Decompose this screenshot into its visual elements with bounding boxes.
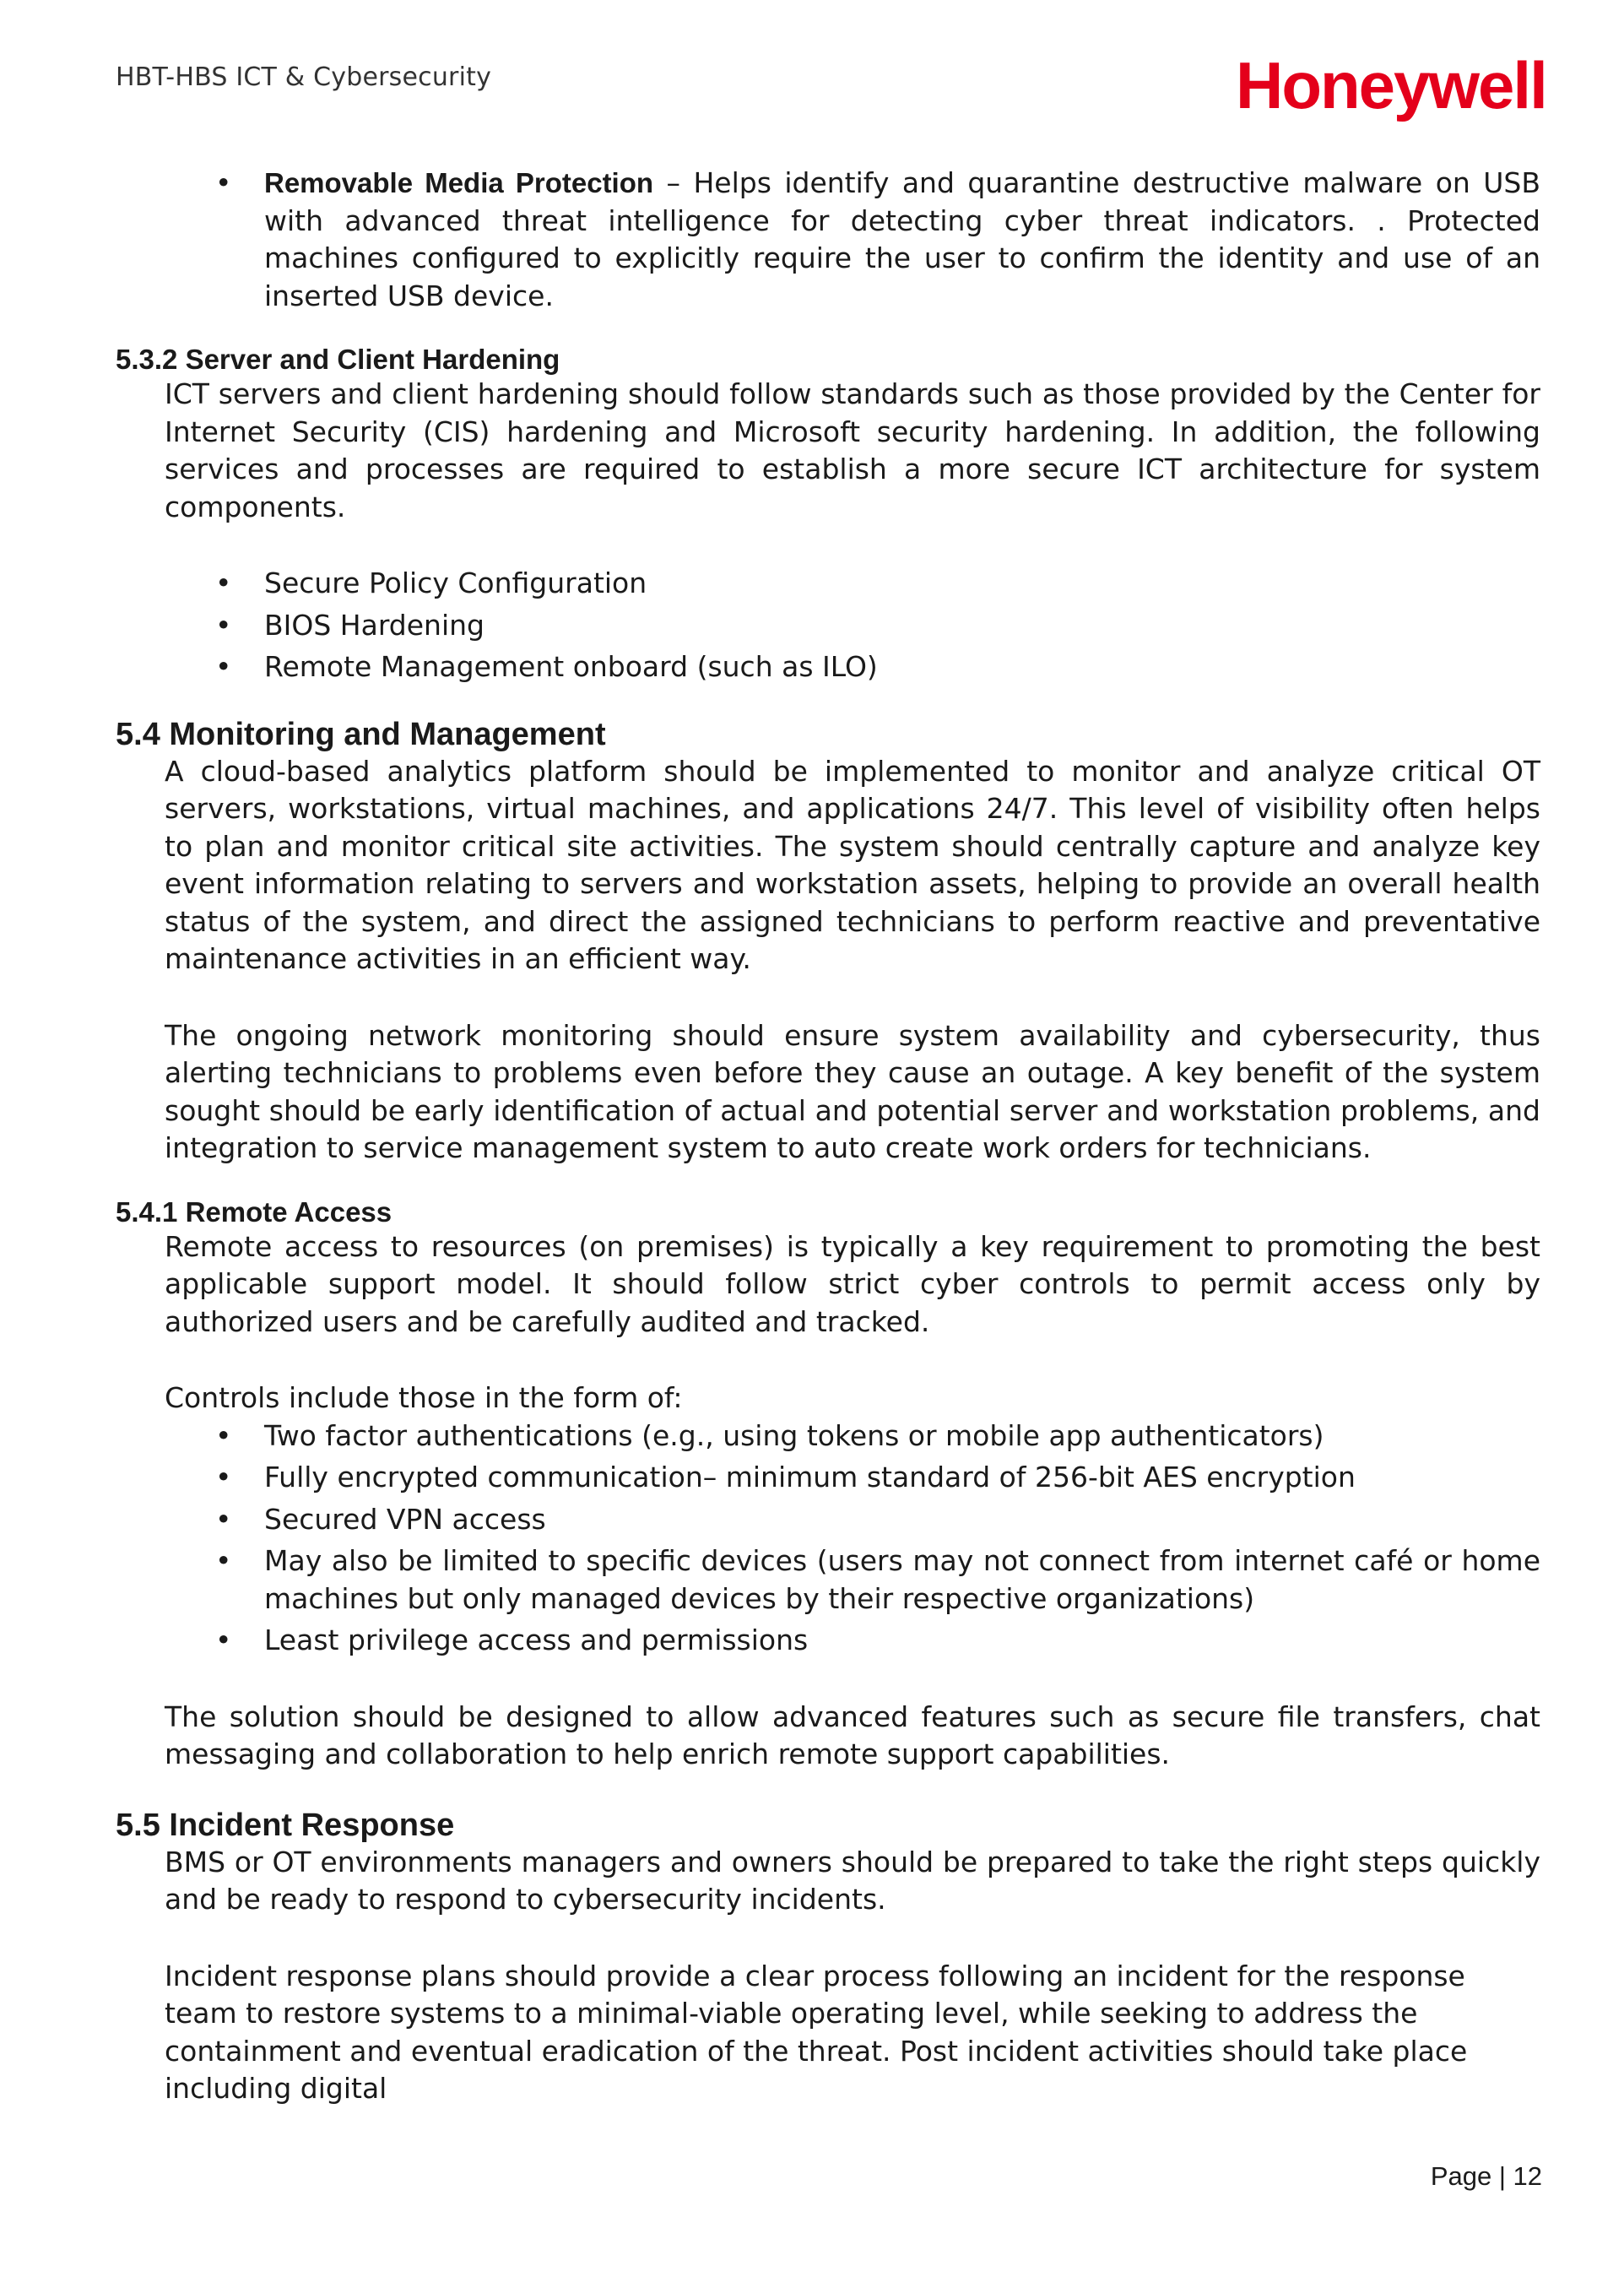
bullet-icon: • [215,1544,232,1577]
list-item [215,565,1540,603]
bullet-text: Secured VPN access [264,1502,546,1536]
bullet-icon: • [215,1418,232,1452]
bullet-icon: • [215,1461,232,1493]
bullet-text: May also be limited to specific devices (users may not connect from internet café or home machines but only managed devices by their respective organizations) [264,1544,1540,1615]
bullet-icon: • [215,566,232,599]
section-heading-5-3-2: 5.3.2 Server and Client Hardening [116,344,560,375]
bullet-icon: • [215,166,232,199]
list-item [215,1418,1540,1455]
header-title: HBT-HBS ICT & Cybersecurity [116,62,492,92]
list-item [215,165,1540,315]
section-5-4-1-paragraph-1: Remote access to resources (on premises) is typically a key requirement to promoting the best applicable support model. It should follow strict cyber controls to permit access only by authorized users and be carefully audited and tracked. [165,1229,1540,1338]
bullet-text: BIOS Hardening [264,608,485,642]
bullet-icon: • [215,1624,232,1656]
section-heading-5-5: 5.5 Incident Response [116,1807,455,1843]
list-item [215,1501,1540,1539]
bullet-text: Least privilege access and permissions [264,1624,809,1656]
section-heading-5-4-1: 5.4.1 Remote Access [116,1195,392,1228]
section-5-4-paragraph-2: The ongoing network monitoring should ensure system availability and cybersecurity, thus alerting technicians to problems even before they cause an outage. A key benefit of the system sought should be early identification of actual and potential server and workstation problems, and integration to service management system to auto create work orders for technicians. [165,1018,1540,1164]
section-5-3-2-paragraph: ICT servers and client hardening should follow standards such as those provided by the Center for Internet Security (CIS) hardening and Microsoft security hardening. In addition, the following services and processes are required to establish a more secure ICT architecture for system components. [165,377,1540,523]
section-5-4-1-paragraph-2: The solution should be designed to allow advanced features such as secure file transfers, chat messaging and collaboration to help enrich remote support capabilities. [165,1699,1540,1770]
bullet-text: Two factor authentications (e.g., using tokens or mobile app authenticators) [264,1418,1324,1452]
controls-intro: Controls include those in the form of: [165,1381,683,1414]
list-item [215,607,1540,645]
list-item [215,1542,1540,1618]
bullet-icon: • [215,608,232,642]
section-5-4-paragraph-1: A cloud-based analytics platform should be implemented to monitor and analyze critical OT servers, workstations, virtual machines, and applications 24/7. This level of visibility often helps to plan and monitor critical site activities. The system should centrally capture and analyze key event information relating to servers and workstation assets, helping to provide an overall health status of the system, and direct the assigned technicians to perform reactive and preventative maintenance activities in an efficient way. [165,754,1540,975]
page-number: Page | 12 [1430,2161,1542,2191]
bullet-text: – Helps identify and quarantine destructive malware on USB with advanced threat intelligence for detecting cyber threat indicators. . Protected machines configured to explicitly require the user to confirm the identity and use of an inserted USB device. [264,166,1540,312]
bullet-icon: • [215,1502,232,1536]
list-item [215,1459,1540,1497]
section-5-5-paragraph-1: BMS or OT environments managers and owners should be prepared to take the right steps quickly and be ready to respond to cybersecurity incidents. [165,1845,1540,1916]
bullet-text: Fully encrypted communication– minimum standard of 256-bit AES encryption [264,1461,1356,1493]
list-item [215,1622,1540,1660]
bullet-text: Secure Policy Configuration [264,566,647,599]
intro-bullet-list [215,165,1540,315]
section-5-5-paragraph-2: Incident response plans should provide a clear process following an incident for the response team to restore systems to a minimal-viable operating level, while seeking to address the containment and eventual eradication of the threat. Post incident activities should take place including digital [165,1959,1468,2105]
bullet-icon: • [215,650,232,683]
list-item [215,648,1540,686]
bullet-bold-label: Removable Media Protection [264,167,654,198]
page-content [116,165,1540,2108]
hardening-bullet-list [215,565,1540,686]
honeywell-logo: Honeywell [1236,48,1546,122]
controls-bullet-list [215,1418,1540,1660]
section-heading-5-4: 5.4 Monitoring and Management [116,716,606,752]
bullet-text: Remote Management onboard (such as ILO) [264,650,878,683]
